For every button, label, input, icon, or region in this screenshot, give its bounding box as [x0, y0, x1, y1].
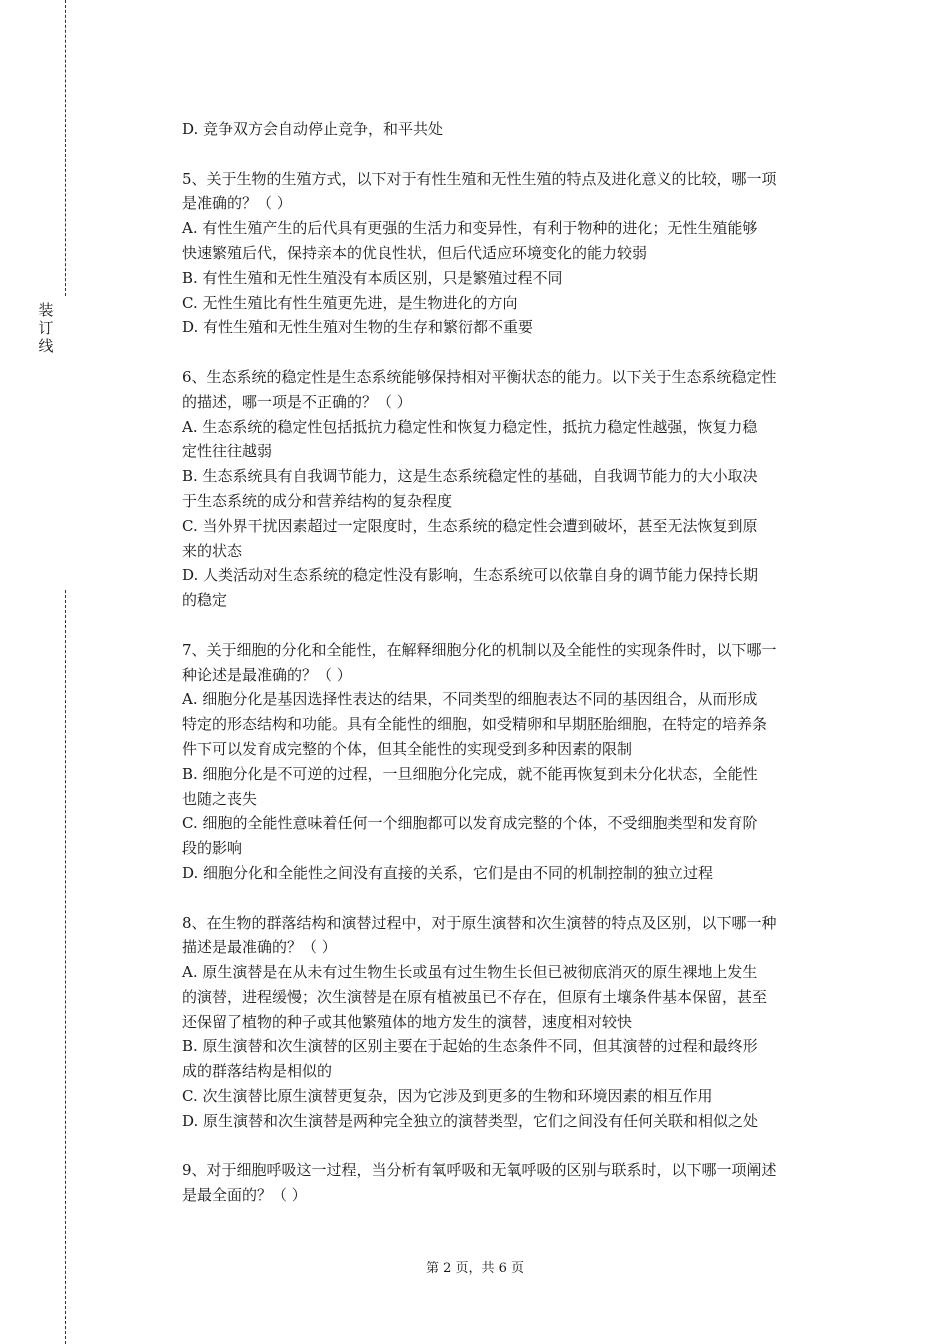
q8-option-a: 的演替，进程缓慢；次生演替是在原有植被虽已不存在，但原有土壤条件基本保留，甚至	[182, 987, 768, 1006]
q5-stem: 5、关于生物的生殖方式，以下对于有性生殖和无性生殖的特点及进化意义的比较，哪一项	[182, 169, 777, 188]
q4-option-d: D. 竞争双方会自动停止竞争，和平共处	[182, 120, 444, 138]
binding-char: 装	[38, 301, 54, 319]
q8-option-b: B. 原生演替和次生演替的区别主要在于起始的生态条件不同，但其演替的过程和最终形	[182, 1037, 758, 1056]
q7-stem: 7、关于细胞的分化和全能性，在解释细胞分化的机制以及全能性的实现条件时，以下哪一	[182, 640, 777, 659]
q8-option-b: 成的群落结构是相似的	[182, 1062, 333, 1081]
q7-option-d: D. 细胞分化和全能性之间没有直接的关系，它们是由不同的机制控制的独立过程	[182, 863, 714, 882]
q5-stem: 是准确的？（ ）	[182, 194, 292, 213]
binding-char: 线	[38, 337, 54, 355]
binding-char: 订	[38, 319, 54, 337]
binding-dashed-line-bottom	[65, 590, 66, 1344]
q7-option-a: 特定的形态结构和功能。具有全能性的细胞，如受精卵和早期胚胎细胞，在特定的培养条	[182, 715, 768, 734]
q6-option-a: 定性往往越弱	[182, 442, 273, 461]
q6-option-a: A. 生态系统的稳定性包括抵抗力稳定性和恢复力稳定性，抵抗力稳定性越强，恢复力稳	[182, 417, 758, 436]
q5-option-c: C. 无性生殖比有性生殖更先进，是生物进化的方向	[182, 293, 518, 312]
q6-option-c: C. 当外界干扰因素超过一定限度时，生态系统的稳定性会遭到破坏，甚至无法恢复到原	[182, 516, 758, 535]
q6-stem: 6、生态系统的稳定性是生态系统能够保持相对平衡状态的能力。以下关于生态系统稳定性	[182, 367, 777, 386]
question-8	[182, 911, 842, 1134]
q8-option-a: A. 原生演替是在从未有过生物生长或虽有过生物生长但已被彻底消灭的原生裸地上发生	[182, 963, 758, 982]
q6-option-d: D. 人类活动对生态系统的稳定性没有影响，生态系统可以依靠自身的调节能力保持长期	[182, 566, 759, 585]
q9-stem: 是最全面的？（ ）	[182, 1186, 307, 1205]
q8-option-a: 还保留了植物的种子或其他繁殖体的地方发生的演替，速度相对较快	[182, 1012, 633, 1031]
q5-option-a: 快速繁殖后代，保持亲本的优良性状，但后代适应环境变化的能力较弱	[182, 243, 648, 262]
q7-option-a: 件下可以发育成完整的个体，但其全能性的实现受到多种因素的限制	[182, 739, 633, 758]
q7-stem: 种论述是最准确的？（ ）	[182, 665, 352, 684]
q5-option-d: D. 有性生殖和无性生殖对生物的生存和繁衍都不重要	[182, 318, 534, 337]
q6-stem: 的描述，哪一项是不正确的？（ ）	[182, 392, 412, 411]
page-number: 第 2 页，共 6 页	[425, 1261, 525, 1276]
q6-option-b: B. 生态系统具有自我调节能力，这是生态系统稳定性的基础，自我调节能力的大小取决	[182, 467, 758, 486]
q5-option-b: B. 有性生殖和无性生殖没有本质区别，只是繁殖过程不同	[182, 268, 563, 287]
q7-option-c: C. 细胞的全能性意味着任何一个细胞都可以发育成完整的个体，不受细胞类型和发育阶	[182, 814, 758, 833]
question-7	[182, 638, 842, 886]
question-5	[182, 167, 842, 341]
q6-option-c: 来的状态	[182, 541, 243, 560]
q6-option-d: 的稳定	[182, 591, 228, 610]
exam-content	[182, 117, 842, 1208]
q6-option-b: 于生态系统的成分和营养结构的复杂程度	[182, 491, 453, 510]
q5-option-a: A. 有性生殖产生的后代具有更强的生活力和变异性，有利于物种的进化；无性生殖能够	[182, 219, 758, 238]
q8-option-c: C. 次生演替比原生演替更复杂，因为它涉及到更多的生物和环境因素的相互作用	[182, 1087, 713, 1106]
q8-option-d: D. 原生演替和次生演替是两种完全独立的演替类型，它们之间没有任何关联和相似之处	[182, 1111, 759, 1130]
q7-option-c: 段的影响	[182, 839, 243, 858]
question-6	[182, 365, 842, 613]
binding-label	[36, 301, 56, 355]
q7-option-a: A. 细胞分化是基因选择性表达的结果，不同类型的细胞表达不同的基因组合，从而形成	[182, 690, 758, 709]
q7-option-b: B. 细胞分化是不可逆的过程，一旦细胞分化完成，就不能再恢复到未分化状态，全能性	[182, 764, 758, 783]
q7-option-b: 也随之丧失	[182, 789, 258, 808]
question-9	[182, 1158, 842, 1208]
q9-stem: 9、对于细胞呼吸这一过程，当分析有氧呼吸和无氧呼吸的区别与联系时，以下哪一项阐述	[182, 1161, 777, 1180]
q8-stem: 8、在生物的群落结构和演替过程中，对于原生演替和次生演替的特点及区别，以下哪一种	[182, 913, 777, 932]
binding-dashed-line-top	[65, 0, 66, 296]
q8-stem: 描述是最准确的？（ ）	[182, 938, 337, 957]
